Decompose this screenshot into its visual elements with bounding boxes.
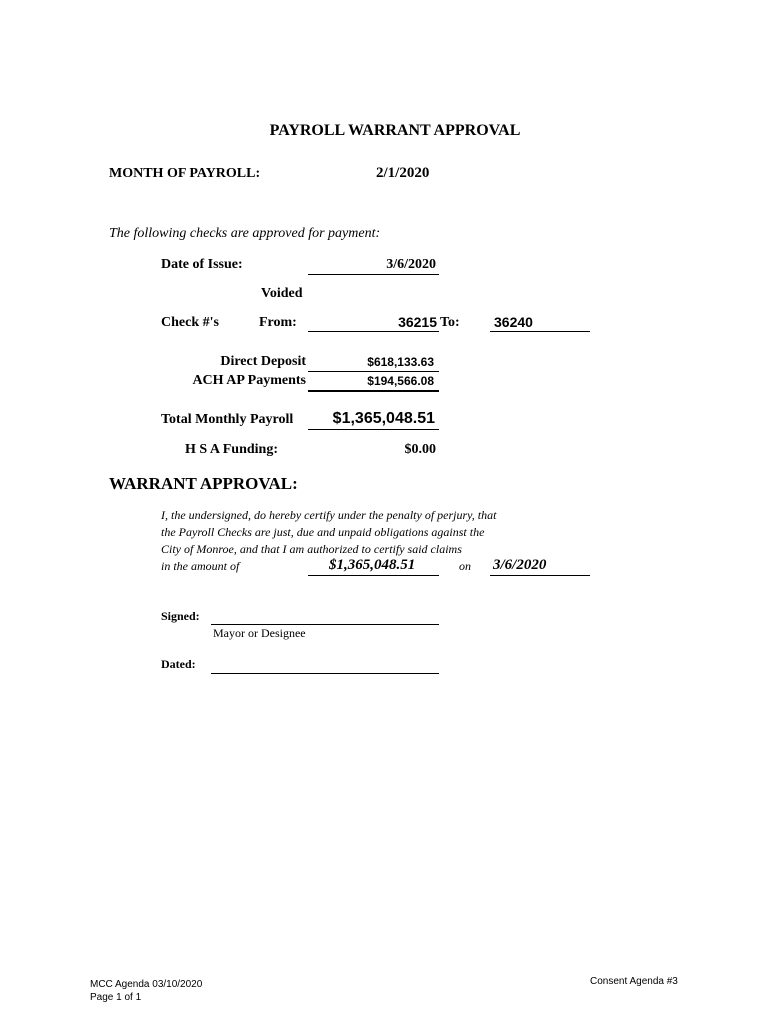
- checks-label: Check #'s: [161, 315, 219, 330]
- total-value: $1,365,048.51: [332, 410, 435, 427]
- cert-on-label: on: [459, 559, 471, 573]
- intro-text: The following checks are approved for payment:: [109, 226, 381, 241]
- direct-deposit-label: Direct Deposit: [220, 354, 306, 369]
- cert-line-3: City of Monroe, and that I am authorized to certify said claims: [161, 542, 462, 556]
- page-title: PAYROLL WARRANT APPROVAL: [269, 122, 521, 139]
- cert-date-underline: [490, 575, 590, 576]
- footer-page: Page 1 of 1: [90, 992, 142, 1003]
- date-of-issue-underline: [308, 274, 439, 275]
- signed-label: Signed:: [161, 609, 200, 623]
- month-label: MONTH OF PAYROLL:: [109, 166, 261, 181]
- month-value: 2/1/2020: [376, 165, 430, 181]
- hsa-label: H S A Funding:: [185, 442, 278, 457]
- total-underline: [308, 429, 439, 430]
- to-label: To:: [440, 315, 460, 330]
- cert-amount-value: $1,365,048.51: [329, 557, 416, 573]
- date-of-issue-label: Date of Issue:: [161, 257, 243, 272]
- cert-line-1: I, the undersigned, do hereby certify under the penalty of perjury, that: [161, 508, 497, 522]
- signature-line[interactable]: [211, 624, 439, 625]
- total-label: Total Monthly Payroll: [161, 412, 294, 427]
- check-from-value: 36215: [398, 314, 437, 330]
- signer-title: Mayor or Designee: [213, 626, 306, 640]
- voided-label: Voided: [261, 286, 303, 301]
- cert-date-value: 3/6/2020: [493, 557, 547, 573]
- date-of-issue-value: 3/6/2020: [386, 257, 436, 272]
- dated-line[interactable]: [211, 673, 439, 674]
- direct-deposit-underline: [308, 371, 439, 372]
- from-label: From:: [259, 315, 297, 330]
- ach-underline: [308, 390, 439, 392]
- footer-agenda: MCC Agenda 03/10/2020: [90, 979, 203, 990]
- check-to-underline: [490, 331, 590, 332]
- hsa-value: $0.00: [404, 442, 436, 457]
- check-from-underline: [308, 331, 439, 332]
- check-to-value: 36240: [494, 314, 533, 330]
- footer-consent: Consent Agenda #3: [590, 976, 678, 987]
- cert-line-2: the Payroll Checks are just, due and unpaid obligations against the: [161, 525, 485, 539]
- dated-label: Dated:: [161, 657, 196, 671]
- direct-deposit-value: $618,133.63: [367, 355, 434, 369]
- cert-amount-label: in the amount of: [161, 559, 240, 573]
- ach-label: ACH AP Payments: [192, 373, 306, 388]
- ach-value: $194,566.08: [367, 374, 434, 388]
- cert-amount-underline: [308, 575, 439, 576]
- warrant-heading: WARRANT APPROVAL:: [109, 474, 298, 493]
